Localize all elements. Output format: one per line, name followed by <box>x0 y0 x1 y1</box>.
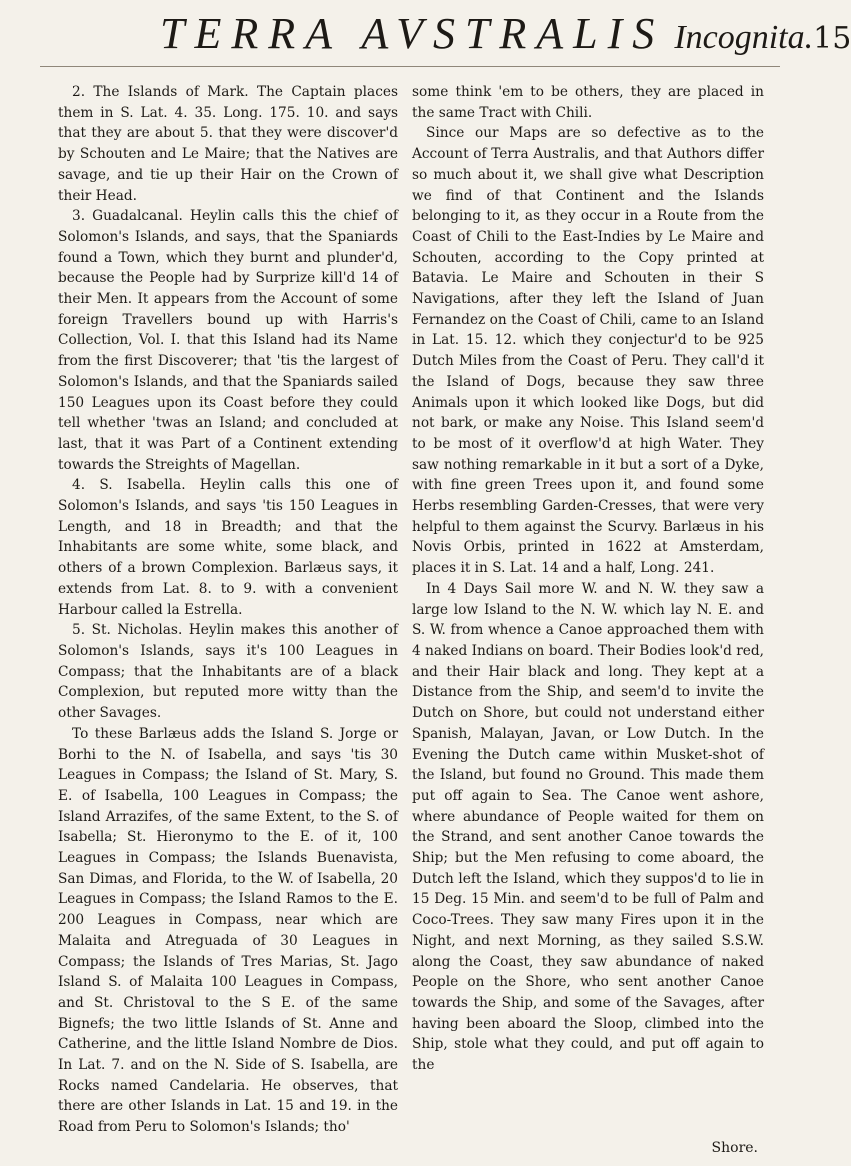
paragraph: In 4 Days Sail more W. and N. W. they saw a large low Island to the N. W. which lay N. E. and S. W. from whence a Canoe approached them with 4 naked Indians on board. Their Bodies look'd red, and their Hair black and long. They kept at a Distance from the Ship, and seem'd to invite the Dutch on Shore, but could not understand either Spanish, Malayan, Javan, or Low Dutch. In the Evening the Dutch came within Musket-shot of the Island, but found no Ground. This made them put off again to Sea. The Canoe went ashore, where abundance of People waited for them on the Strand, and sent another Canoe towards the Ship; but the Men refusing to come aboard, the Dutch left the Island, which they suppos'd to lie in 15 Deg. 15 Min. and seem'd to be full of Palm and Coco-Trees. They saw many Fires upon it in the Night, and next Morning, as they sailed S.S.W. along the Coast, they saw abundance of naked People on the Shore, who sent another Canoe towards the Ship, and some of the Savages, after having been aboard the Sloop, climbed into the Ship, stole what they could, and put off again to the <box>412 580 764 1074</box>
paragraph: To these Barlæus adds the Island S. Jorge or Borhi to the N. of Isabella, and says 'tis 30 Leagues in Compass; the Island of St. Mary, S. E. of Isabella, 100 Leagues in Compass; the Island Arrazifes, of the same Extent, to the S. of Isabella; St. Hieronymo to the E. of it, 100 Leagues in Compass; the Islands Buenavista, San Dimas, and Florida, to the W. of Isabella, 20 Leagues in Compass; the Island Ramos to the E. 200 Leagues in Compass, near which are Malaita and Atreguada of 30 Leagues in Compass; the Islands of Tres Marias, St. Jago Island S. of Malaita 100 Leagues in Compass, and St. Christoval to the S E. of the same Bignefs; the two little Islands of St. Anne and Catherine, and the little Island Nombre de Dios. In Lat. 7. and on the N. Side of S. Isabella, are Rocks named Candelaria. He observes, that there are other Islands in Lat. 15 and 19. in the Road from Peru to Solomon's Islands; tho' <box>58 725 398 1136</box>
right-column <box>412 82 764 1146</box>
running-title <box>160 8 813 59</box>
paragraph: 2. The Islands of Mark. The Captain places them in S. Lat. 4. 35. Long. 175. 10. and says that they are about 5. that they were discover'd by Schouten and Le Maire; that the Natives are savage, and tie up their Hair on the Crown of their Head. <box>58 84 398 204</box>
paragraph: Since our Maps are so defective as to the Account of Terra Australis, and that Authors differ so much about it, we shall give what Description we find of that Continent and the Islands belonging to it, as they occur in a Route from the Coast of Chili to the East-Indies by Le Maire and Schouten, according to the Copy printed at Batavia. Le Maire and Schouten in their S Navigations, after they left the Island of Juan Fernandez on the Coast of Chili, came to an Island in Lat. 15. 12. which they conjectur'd to be 925 Dutch Miles from the Coast of Peru. They call'd it the Island of Dogs, because they saw three Animals upon it which looked like Dogs, but did not bark, or make any Noise. This Island seem'd to be most of it overflow'd at high Water. They saw nothing remarkable in it but a sort of a Dyke, with fine green Trees upon it, and found some Herbs resembling Garden-Cresses, that were very helpful to them against the Scurvy. Barlæus in his Novis Orbis, printed in 1622 at Amsterdam, places it in S. Lat. 14 and a half, Long. 241. <box>412 125 764 577</box>
paragraph: 3. Guadalcanal. Heylin calls this the chief of Solomon's Islands, and says, that the Spaniards found a Town, which they burnt and plunder'd, because the People had by Surprize kill'd 14 of their Men. It appears from the Account of some foreign Travellers bound up with Harris's Collection, Vol. I. that this Island had its Name from the first Discoverer; that 'tis the largest of Solomon's Islands, and that the Spaniards sailed 150 Leagues upon its Coast before they could tell whether 'twas an Island; and concluded at last, that it was Part of a Continent extending towards the Streights of Magellan. <box>58 208 398 473</box>
header-rule <box>40 66 780 67</box>
paragraph: 5. St. Nicholas. Heylin makes this another of Solomon's Islands, says it's 100 Leagues in Compass; that the Inhabitants are of a black Complexion, but reputed more witty than the other Savages. <box>58 622 398 722</box>
catchword: Shore. <box>711 1140 758 1156</box>
running-title-suffix: Incognita. <box>674 19 814 56</box>
left-column <box>58 82 398 1146</box>
page-number: 15 <box>813 21 851 56</box>
paragraph: some think 'em to be others, they are placed in the same Tract with Chili. <box>412 84 764 121</box>
paragraph: 4. S. Isabella. Heylin calls this one of Solomon's Islands, and says 'tis 150 Leagues in Length, and 18 in Breadth; and that the Inhabitants are some white, some black, and others of a brown Complexion. Barlæus says, it extends from Lat. 8. to 9. with a convenient Harbour called la Estrella. <box>58 477 398 618</box>
page-header <box>160 8 851 66</box>
running-title-main: TERRA AVSTRALIS <box>160 9 665 58</box>
